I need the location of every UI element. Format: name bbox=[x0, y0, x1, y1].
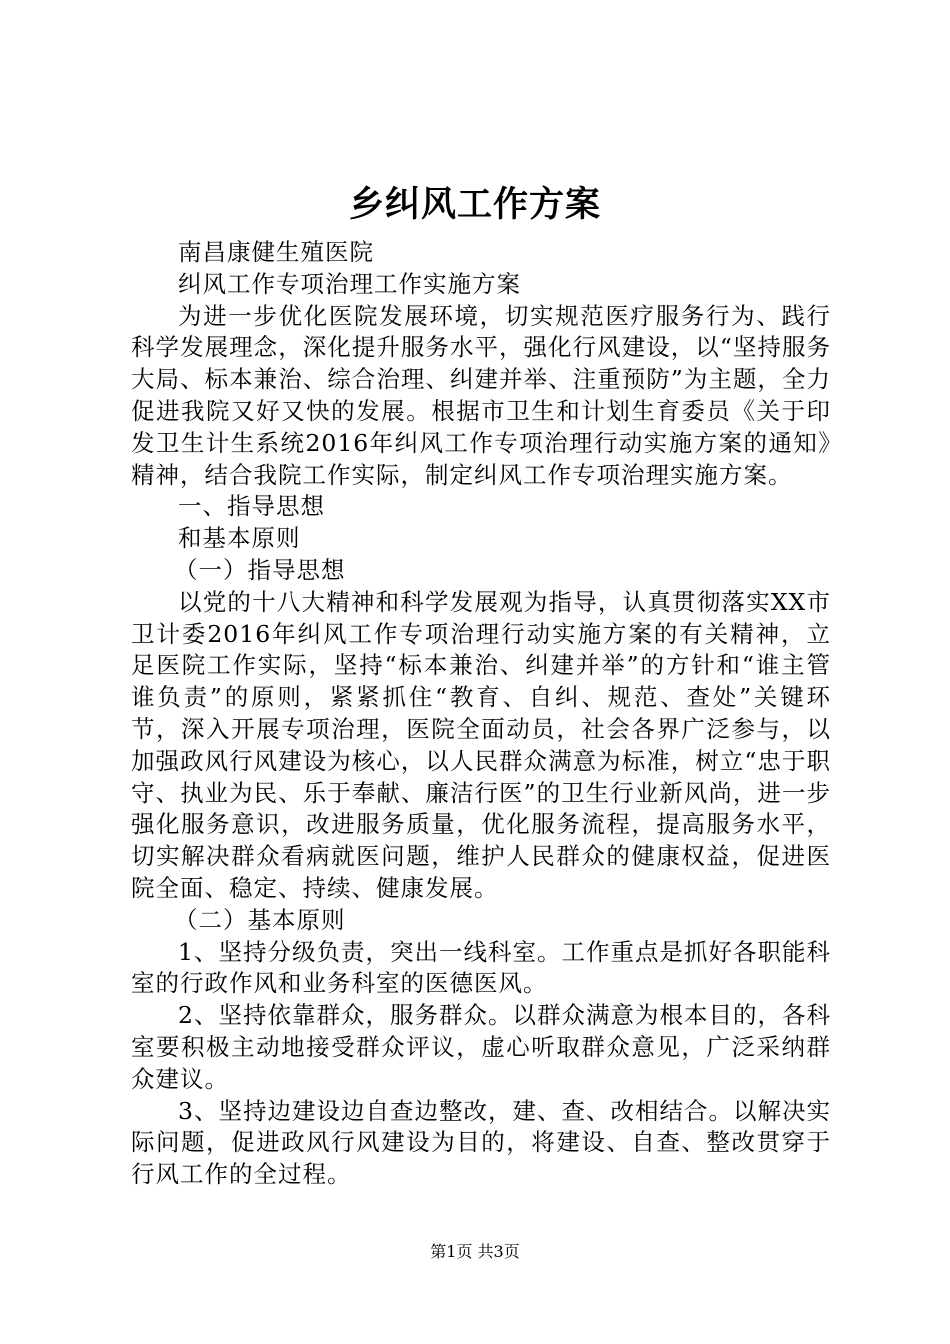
principle-1-paragraph: 1、坚持分级负责，突出一线科室。工作重点是抓好各职能科室的行政作风和业务科室的医德医风。 bbox=[131, 937, 831, 998]
subsection-heading-principles: （二）基本原则 bbox=[174, 905, 346, 934]
section-heading-1-cont: 和基本原则 bbox=[178, 524, 301, 553]
page-number-footer: 第1页 共3页 bbox=[430, 1242, 520, 1261]
plan-subtitle: 纠风工作专项治理工作实施方案 bbox=[178, 269, 521, 298]
hospital-name: 南昌康健生殖医院 bbox=[178, 238, 374, 266]
subsection-heading-guiding: （一）指导思想 bbox=[174, 555, 346, 584]
section-heading-1: 一、指导思想 bbox=[178, 492, 325, 521]
principle-2-paragraph: 2、坚持依靠群众，服务群众。以群众满意为根本目的，各科室要积极主动地接受群众评议，虚心听取群众意见，广泛采纳群众建议。 bbox=[131, 1001, 831, 1093]
principle-3-paragraph: 3、坚持边建设边自查边整改，建、查、改相结合。以解决实际问题，促进政风行风建设为目的，将建设、自查、整改贯穿于行风工作的全过程。 bbox=[131, 1096, 831, 1189]
guiding-thought-paragraph: 以党的十八大精神和科学发展观为指导，认真贯彻落实XX市卫计委2016年纠风工作专项治理行动实施方案的有关精神，立足医院工作实际，坚持“标本兼治、纠建并举”的方针和“谁主管谁负责”的原则，紧紧抓住“教育、自纠、规范、查处”关键环节，深入开展专项治理，医院全面动员，社会各界广泛参与，以加强政风行风建设为核心，以人民群众满意为标准，树立“忠于职守、执业为民、乐于奉献、廉洁行医”的卫生行业新风尚，进一步强化服务意识，改进服务质量，优化服务流程，提高服务水平，切实解决群众看病就医问题，维护人民群众的健康权益，促进医院全面、稳定、持续、健康发展。 bbox=[131, 587, 831, 902]
document-body bbox=[131, 237, 831, 1191]
intro-paragraph: 为进一步优化医院发展环境，切实规范医疗服务行为、践行科学发展理念，深化提升服务水平，强化行风建设，以“坚持服务大局、标本兼治、综合治理、纠建并举、注重预防”为主题，全力促进我院又好又快的发展。根据市卫生和计划生育委员《关于印发卫生计生系统2016年纠风工作专项治理行动实施方案的通知》精神，结合我院工作实际，制定纠风工作专项治理实施方案。 bbox=[131, 301, 831, 489]
document-title: 乡纠风工作方案 bbox=[348, 184, 601, 225]
